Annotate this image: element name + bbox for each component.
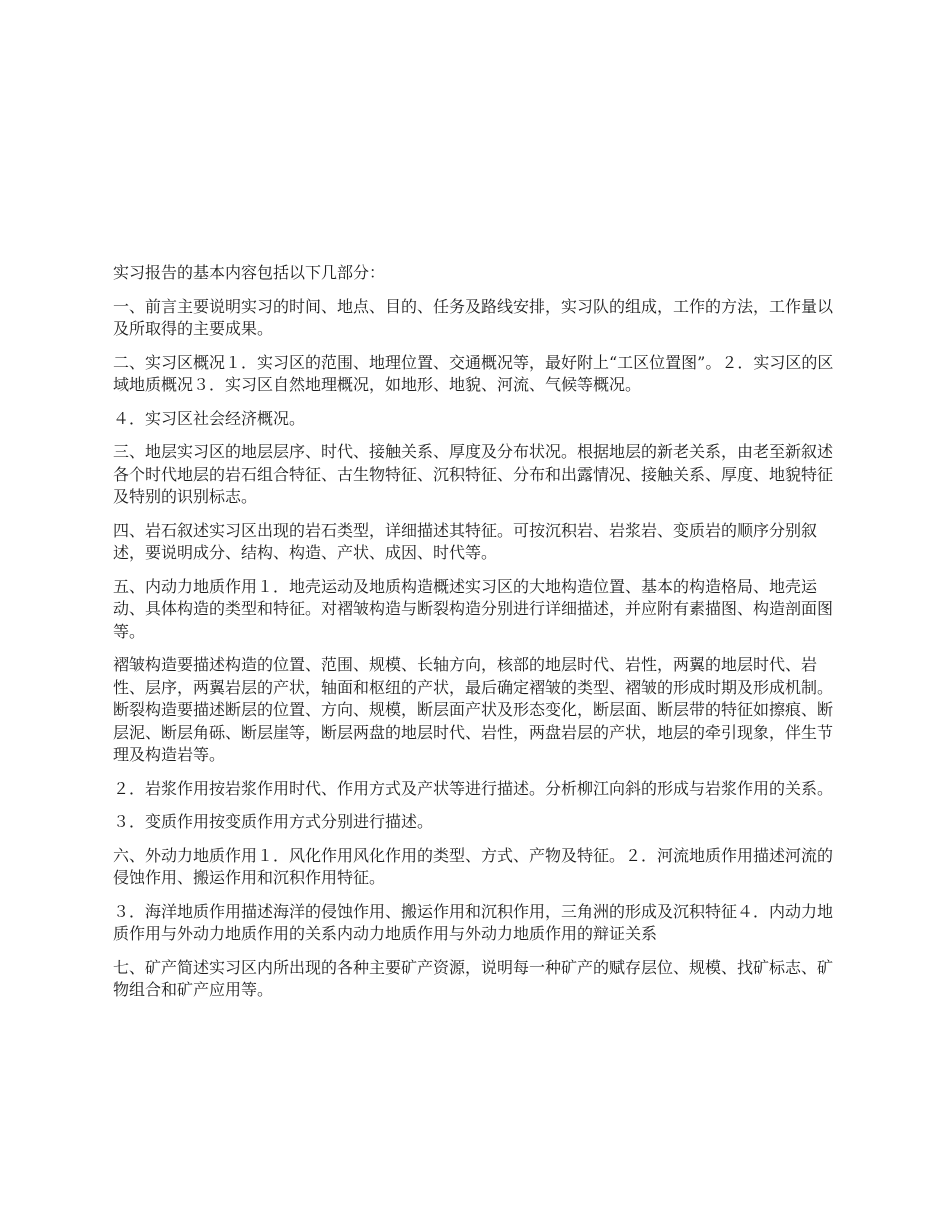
paragraph-metamorphism: ３．变质作用按变质作用方式分别进行描述。 [113, 812, 434, 831]
paragraph-folds-faults: 褶皱构造要描述构造的位置、范围、规模、长轴方向，核部的地层时代、岩性，两翼的地层时代、岩性、层序，两翼岩层的产状，轴面和枢纽的产状，最后确定褶皱的类型、褶皱的形成时期及形成机制。断裂构造要描述断层的位置、方向、规模，断层面产状及形态变化，断层面、断层带的特征如擦痕、断层泥、断层角砾、断层崖等，断层两盘的地层时代、岩性，两盘岩层的产状，地层的牵引现象，伴生节理及构造岩等。 [113, 655, 834, 764]
paragraph-strata: 三、地层实习区的地层层序、时代、接触关系、厚度及分布状况。根据地层的新老关系，由老至新叙述各个时代地层的岩石组合特征、古生物特征、沉积特征、分布和出露情况、接触关系、厚度、地貌特征及特别的识别标志。 [113, 442, 834, 506]
paragraph-rocks: 四、岩石叙述实习区出现的岩石类型，详细描述其特征。可按沉积岩、岩浆岩、变质岩的顺序分别叙述，要说明成分、结构、构造、产状、成因、时代等。 [113, 520, 818, 562]
paragraph-marine: ３．海洋地质作用描述海洋的侵蚀作用、搬运作用和沉积作用，三角洲的形成及沉积特征４．内动力地质作用与外动力地质作用的关系内动力地质作用与外动力地质作用的辩证关系 [113, 901, 834, 943]
paragraph-socioeconomic: ４．实习区社会经济概况。 [113, 408, 306, 428]
paragraph-exogenic: 六、外动力地质作用１．风化作用风化作用的类型、方式、产物及特征。２．河流地质作用描述河流的侵蚀作用、搬运作用和沉积作用特征。 [113, 845, 834, 887]
paragraph-intro: 实习报告的基本内容包括以下几部分： [113, 263, 386, 282]
paragraph-minerals: 七、矿产简述实习区内所出现的各种主要矿产资源，说明每一种矿产的赋存层位、规模、找矿标志、矿物组合和矿产应用等。 [113, 957, 834, 999]
paragraph-area-overview: 二、实习区概况１．实习区的范围、地理位置、交通概况等，最好附上“工区位置图”。２．实习区的区域地质概况３．实习区自然地理概况，如地形、地貌、河流、气候等概况。 [113, 352, 834, 394]
paragraph-preface: 一、前言主要说明实习的时间、地点、目的、任务及路线安排，实习队的组成，工作的方法，工作量以及所取得的主要成果。 [113, 296, 834, 338]
paragraph-endogenic: 五、内动力地质作用１．地壳运动及地质构造概述实习区的大地构造位置、基本的构造格局、地壳运动、具体构造的类型和特征。对褶皱构造与断裂构造分别进行详细描述，并应附有素描图、构造剖面图等。 [113, 576, 834, 641]
paragraph-magmatism: ２．岩浆作用按岩浆作用时代、作用方式及产状等进行描述。分析柳江向斜的形成与岩浆作用的关系。 [113, 778, 834, 798]
document-body [113, 262, 843, 1013]
